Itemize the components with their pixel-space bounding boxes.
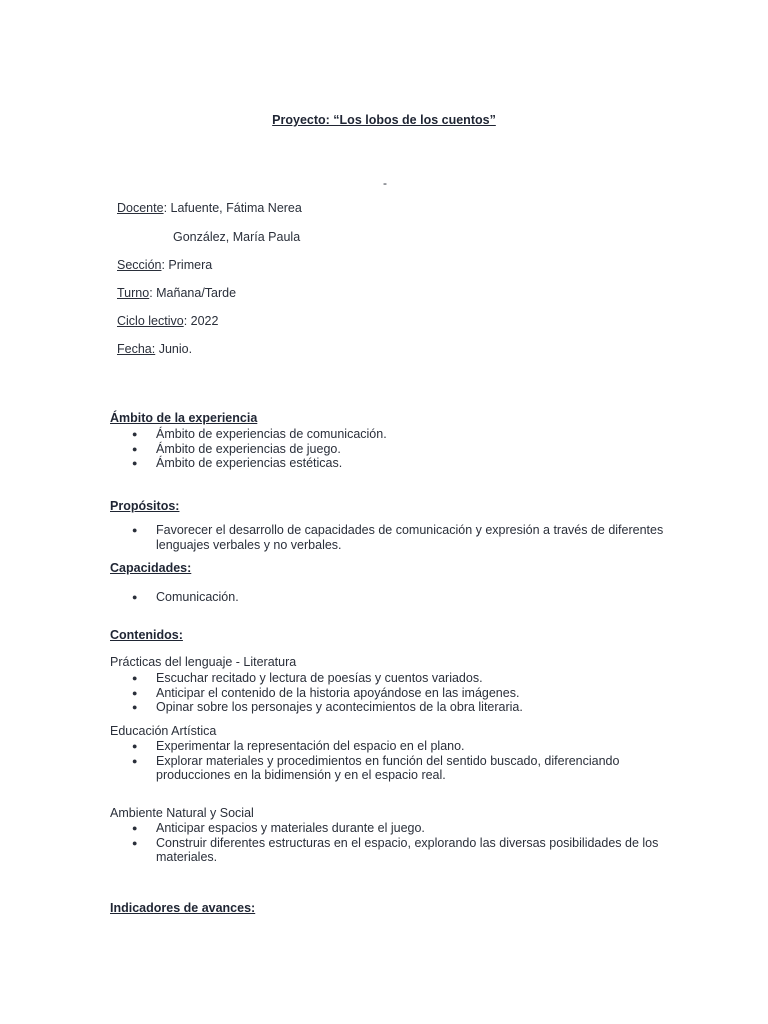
contenidos-heading: Contenidos: bbox=[110, 628, 183, 642]
capacidades-heading: Capacidades: bbox=[110, 561, 192, 575]
bullet-icon: ● bbox=[132, 673, 138, 683]
ambiente-list bbox=[110, 821, 670, 865]
docente-line bbox=[117, 201, 302, 215]
list-item: ● Ámbito de experiencias de juego. bbox=[132, 441, 341, 456]
bullet-icon: ● bbox=[132, 741, 138, 751]
docente-label: Docente bbox=[117, 201, 164, 215]
fecha-label: Fecha: bbox=[117, 342, 156, 356]
list-item: ● Favorecer el desarrollo de capacidades de comunicación y expresión a través de diferentes lenguajes verbales y no verbales. bbox=[132, 523, 664, 552]
propositos-heading: Propósitos: bbox=[110, 499, 180, 513]
separator-dash: - bbox=[383, 176, 387, 190]
list-item: ● Ámbito de experiencias estéticas. bbox=[132, 456, 343, 470]
turno-label: Turno bbox=[117, 286, 150, 300]
bullet-icon: ● bbox=[132, 837, 138, 848]
fecha-value: Junio. bbox=[155, 342, 193, 356]
list-item: ● Explorar materiales y procedimientos en función del sentido buscado, diferenciando producciones en la bidimensión y en el espacio real. bbox=[132, 753, 620, 782]
list-item: ● Comunicación. bbox=[132, 590, 239, 604]
bullet-icon: ● bbox=[132, 429, 138, 439]
bullet-icon: ● bbox=[132, 458, 138, 468]
practicas-list bbox=[110, 671, 670, 715]
artistica-subheading: Educación Artística bbox=[110, 724, 217, 738]
artistica-list bbox=[110, 739, 670, 783]
list-item: ● Anticipar espacios y materiales durante el juego. bbox=[132, 821, 425, 835]
ambito-heading: Ámbito de la experiencia bbox=[110, 411, 258, 425]
bullet-icon: ● bbox=[132, 443, 138, 454]
list-item: ● Opinar sobre los personajes y acontecimientos de la obra literaria. bbox=[132, 700, 523, 714]
bullet-icon: ● bbox=[132, 525, 138, 535]
bullet-icon: ● bbox=[132, 592, 138, 602]
turno-value: : Mañana/Tarde bbox=[149, 286, 237, 300]
ciclo-label: Ciclo lectivo bbox=[117, 314, 184, 328]
list-item: ● Construir diferentes estructuras en el espacio, explorando las diversas posibilidades de los materiales. bbox=[132, 835, 659, 864]
turno-line bbox=[117, 286, 236, 300]
ciclo-value: : 2022 bbox=[183, 314, 219, 328]
ciclo-line bbox=[117, 314, 218, 328]
list-item: ● Experimentar la representación del espacio en el plano. bbox=[132, 739, 465, 753]
propositos-list bbox=[110, 523, 670, 552]
list-item: ● Ámbito de experiencias de comunicación. bbox=[132, 427, 387, 441]
ambito-list bbox=[110, 427, 670, 471]
seccion-value: : Primera bbox=[161, 258, 213, 272]
docente-value-second: González, María Paula bbox=[173, 230, 301, 244]
fecha-line bbox=[117, 342, 192, 356]
list-item: ● Anticipar el contenido de la historia apoyándose en las imágenes. bbox=[132, 685, 520, 700]
docente-value: : Lafuente, Fátima Nerea bbox=[163, 201, 302, 215]
bullet-icon: ● bbox=[132, 755, 138, 766]
practicas-subheading: Prácticas del lenguaje - Literatura bbox=[110, 655, 297, 669]
list-item: ● Escuchar recitado y lectura de poesías y cuentos variados. bbox=[132, 671, 483, 685]
bullet-icon: ● bbox=[132, 823, 138, 833]
seccion-label: Sección bbox=[117, 258, 162, 272]
ambiente-subheading: Ambiente Natural y Social bbox=[110, 806, 254, 820]
document-title: Proyecto: “Los lobos de los cuentos” bbox=[272, 113, 496, 127]
bullet-icon: ● bbox=[132, 702, 138, 712]
indicadores-heading: Indicadores de avances: bbox=[110, 901, 256, 915]
capacidades-list bbox=[110, 590, 670, 605]
seccion-line bbox=[117, 258, 212, 272]
bullet-icon: ● bbox=[132, 687, 138, 698]
